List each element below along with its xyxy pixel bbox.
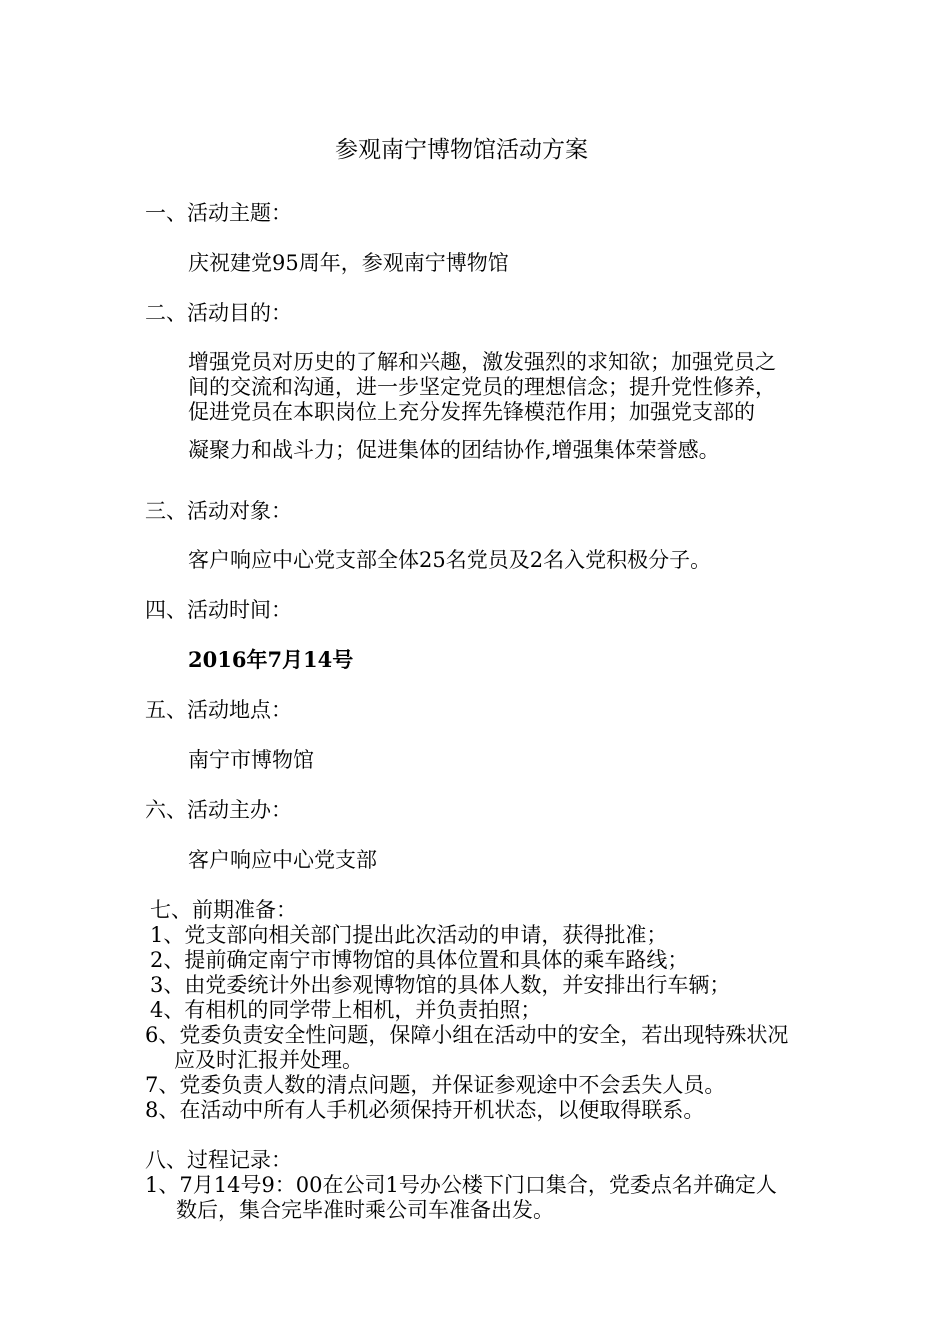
section-heading-record: 八、过程记录： [145,1148,292,1172]
prep-item: 1、党支部向相关部门提出此次活动的申请，获得批准； [150,923,668,947]
record-item-continuation: 数后，集合完毕准时乘公司车准备出发。 [176,1198,554,1222]
prep-item: 8、在活动中所有人手机必须保持开机状态，以便取得联系。 [145,1098,705,1122]
section-body-purpose-line: 促进党员在本职岗位上充分发挥先锋模范作用；加强党支部的 [188,400,755,424]
section-body-purpose-line: 间的交流和沟通，进一步坚定党员的理想信念；提升党性修养， [188,375,776,399]
section-heading-target: 三、活动对象： [145,499,292,523]
section-heading-time: 四、活动时间： [145,598,292,622]
section-heading-place: 五、活动地点： [145,698,292,722]
section-body-time: 2016年7月14号 [188,647,354,672]
section-body-place: 南宁市博物馆 [188,748,314,772]
section-heading-theme: 一、活动主题： [145,201,292,225]
section-body-target: 客户响应中心党支部全体25名党员及2名入党积极分子。 [188,548,712,572]
section-body-purpose-line: 凝聚力和战斗力；促进集体的团结协作,增强集体荣誉感。 [188,438,720,462]
prep-item: 4、有相机的同学带上相机，并负责拍照； [150,998,542,1022]
prep-item: 2、提前确定南宁市博物馆的具体位置和具体的乘车路线； [150,948,689,972]
section-body-host: 客户响应中心党支部 [188,848,377,872]
section-heading-host: 六、活动主办： [145,798,292,822]
section-body-theme: 庆祝建党95周年，参观南宁博物馆 [188,251,509,275]
page-title: 参观南宁博物馆活动方案 [335,137,588,163]
section-heading-prep: 七、前期准备： [150,898,297,922]
prep-item: 7、党委负责人数的清点问题，并保证参观途中不会丢失人员。 [145,1073,726,1097]
section-body-purpose-line: 增强党员对历史的了解和兴趣，激发强烈的求知欲；加强党员之 [188,350,776,374]
section-heading-purpose: 二、活动目的： [145,301,292,325]
record-item: 1、7月14号9：00在公司1号办公楼下门口集合，党委点名并确定人 [145,1173,777,1197]
prep-item-continuation: 应及时汇报并处理。 [174,1048,363,1072]
prep-item: 3、由党委统计外出参观博物馆的具体人数，并安排出行车辆； [150,973,731,997]
prep-item: 6、党委负责安全性问题，保障小组在活动中的安全，若出现特殊状况 [145,1023,789,1047]
